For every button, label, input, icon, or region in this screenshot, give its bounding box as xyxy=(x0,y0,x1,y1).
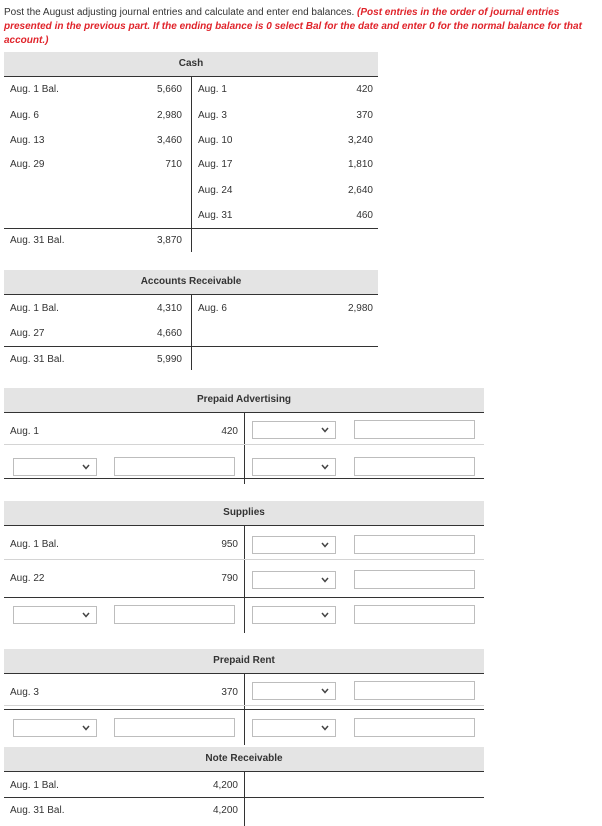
t-account-accounts-receivable xyxy=(4,270,378,370)
debit-amount-input[interactable] xyxy=(114,457,235,476)
prepaid-advertising-vertical-line xyxy=(244,412,245,484)
supplies-debit-label: Aug. 22 xyxy=(10,573,45,584)
supplies-debit-amount: 790 xyxy=(221,573,238,584)
supplies-title: Supplies xyxy=(4,501,484,525)
cash-credit-label: Aug. 1 xyxy=(198,84,227,95)
cash-debit-label: Aug. 6 xyxy=(10,110,39,121)
chevron-down-icon xyxy=(81,723,91,733)
cash-ending-label: Aug. 31 Bal. xyxy=(10,235,65,246)
chevron-down-icon xyxy=(320,575,330,585)
cash-credit-amount: 370 xyxy=(356,110,373,121)
t-account-prepaid-advertising xyxy=(4,388,484,484)
note-receivable-ending-label: Aug. 31 Bal. xyxy=(10,805,65,816)
cash-debit-label: Aug. 13 xyxy=(10,135,45,146)
cash-debit-label: Aug. 1 Bal. xyxy=(10,84,59,95)
cash-debit-amount: 2,980 xyxy=(156,110,182,121)
cash-credit-amount: 3,240 xyxy=(347,135,373,146)
row-divider xyxy=(4,705,484,706)
ar-vertical-line xyxy=(191,294,192,370)
cash-credit-amount: 1,810 xyxy=(347,159,373,170)
row-divider xyxy=(4,559,484,560)
instructions-note: (Post entries in the order of journal entries presented in the previous part. If the ending balance is 0 select Bal for the date and enter 0 for the normal balance for that account.) xyxy=(4,7,582,46)
chevron-down-icon xyxy=(81,610,91,620)
t-account-prepaid-rent xyxy=(4,649,484,745)
prepaid-rent-debit-label: Aug. 3 xyxy=(10,687,39,698)
cash-credit-label: Aug. 17 xyxy=(198,159,233,170)
credit-amount-input[interactable] xyxy=(354,570,475,589)
cash-vertical-line xyxy=(191,76,192,252)
cash-credit-amount: 420 xyxy=(356,84,373,95)
note-receivable-vertical-line xyxy=(244,771,245,826)
cash-credit-amount: 2,640 xyxy=(347,185,373,196)
ar-title: Accounts Receivable xyxy=(4,270,378,294)
cash-credit-label: Aug. 10 xyxy=(198,135,233,146)
credit-date-select[interactable] xyxy=(252,421,336,439)
note-receivable-total-line xyxy=(4,797,484,798)
credit-date-select[interactable] xyxy=(252,682,336,700)
chevron-down-icon xyxy=(320,425,330,435)
ar-credit-amount: 2,980 xyxy=(347,303,373,314)
supplies-vertical-line xyxy=(244,525,245,633)
prepaid-rent-debit-amount: 370 xyxy=(221,687,238,698)
ar-credit-label: Aug. 6 xyxy=(198,303,227,314)
t-account-note-receivable xyxy=(4,747,484,826)
credit-amount-input[interactable] xyxy=(354,718,475,737)
ar-ending-label: Aug. 31 Bal. xyxy=(10,354,65,365)
note-receivable-title: Note Receivable xyxy=(4,747,484,771)
prepaid-advertising-total-line xyxy=(4,478,484,479)
chevron-down-icon xyxy=(320,462,330,472)
credit-date-select[interactable] xyxy=(252,536,336,554)
chevron-down-icon xyxy=(81,462,91,472)
ar-debit-label: Aug. 27 xyxy=(10,328,45,339)
ar-ending-amount: 5,990 xyxy=(156,354,182,365)
credit-amount-input[interactable] xyxy=(354,457,475,476)
cash-debit-amount: 3,460 xyxy=(156,135,182,146)
cash-debit-label: Aug. 29 xyxy=(10,159,45,170)
supplies-debit-label: Aug. 1 Bal. xyxy=(10,539,59,550)
ar-debit-label: Aug. 1 Bal. xyxy=(10,303,59,314)
credit-date-select[interactable] xyxy=(252,571,336,589)
prepaid-advertising-title: Prepaid Advertising xyxy=(4,388,484,412)
cash-debit-amount: 5,660 xyxy=(156,84,182,95)
credit-date-select[interactable] xyxy=(252,606,336,624)
chevron-down-icon xyxy=(320,723,330,733)
credit-amount-input[interactable] xyxy=(354,535,475,554)
cash-credit-label: Aug. 31 xyxy=(198,210,233,221)
prepaid-advertising-debit-label: Aug. 1 xyxy=(10,426,39,437)
cash-total-line xyxy=(4,228,378,229)
note-receivable-debit-label: Aug. 1 Bal. xyxy=(10,780,59,791)
supplies-total-line xyxy=(4,597,484,598)
cash-credit-label: Aug. 24 xyxy=(198,185,233,196)
credit-date-select[interactable] xyxy=(252,719,336,737)
instructions-main: Post the August adjusting journal entries and calculate and enter end balances. xyxy=(4,7,355,18)
credit-amount-input[interactable] xyxy=(354,605,475,624)
debit-date-select[interactable] xyxy=(13,719,97,737)
chevron-down-icon xyxy=(320,540,330,550)
instructions xyxy=(4,6,600,48)
note-receivable-ending-amount: 4,200 xyxy=(212,805,238,816)
note-receivable-debit-amount: 4,200 xyxy=(212,780,238,791)
prepaid-advertising-debit-amount: 420 xyxy=(221,426,238,437)
debit-amount-input[interactable] xyxy=(114,605,235,624)
cash-ending-amount: 3,870 xyxy=(156,235,182,246)
prepaid-rent-total-line xyxy=(4,709,484,710)
cash-credit-label: Aug. 3 xyxy=(198,110,227,121)
cash-credit-amount: 460 xyxy=(356,210,373,221)
prepaid-rent-title: Prepaid Rent xyxy=(4,649,484,673)
t-account-cash xyxy=(4,52,378,252)
debit-date-select[interactable] xyxy=(13,606,97,624)
ar-debit-amount: 4,660 xyxy=(156,328,182,339)
supplies-debit-amount: 950 xyxy=(221,539,238,550)
credit-amount-input[interactable] xyxy=(354,420,475,439)
row-divider xyxy=(4,444,484,445)
debit-amount-input[interactable] xyxy=(114,718,235,737)
chevron-down-icon xyxy=(320,686,330,696)
credit-amount-input[interactable] xyxy=(354,681,475,700)
cash-debit-amount: 710 xyxy=(165,159,182,170)
cash-title: Cash xyxy=(4,52,378,76)
debit-date-select[interactable] xyxy=(13,458,97,476)
ar-debit-amount: 4,310 xyxy=(156,303,182,314)
ar-total-line xyxy=(4,346,378,347)
credit-date-select[interactable] xyxy=(252,458,336,476)
t-account-supplies xyxy=(4,501,484,633)
chevron-down-icon xyxy=(320,610,330,620)
